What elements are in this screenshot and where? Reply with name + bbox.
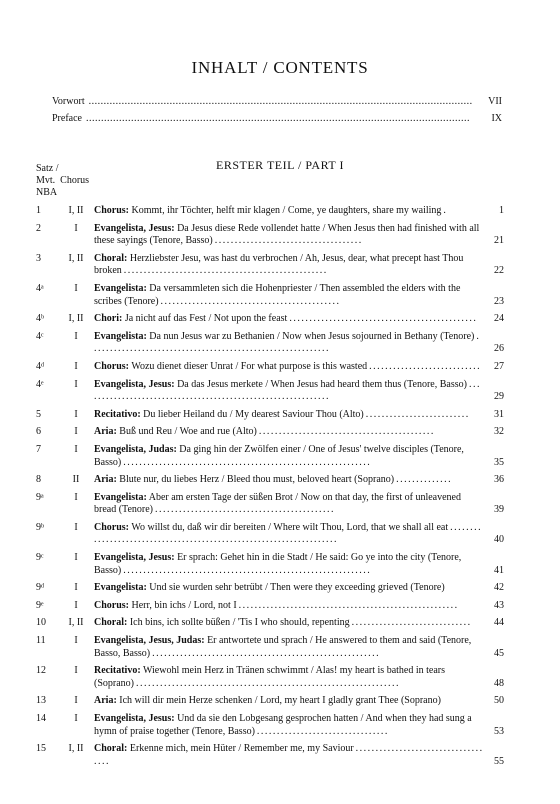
entry-title [94, 313, 482, 326]
leader-dots: . . . . . . . . . . . . . . . . . . . . . . . . . . . . . . . . . . . . . . . . . . . . . . . . . . . . . . . . . . . . . . . . . . . . . [94, 521, 481, 546]
entry-text: Herr, bin ichs / Lord, not I [129, 599, 237, 611]
movement-number: 13 [36, 695, 46, 707]
contents-entry[interactable] [36, 379, 506, 404]
contents-entry[interactable] [36, 695, 506, 708]
movement-number: 4ᵃ [36, 282, 44, 294]
page-number: 31 [494, 408, 504, 420]
page-number: 40 [494, 534, 504, 546]
chorus-number: I [74, 582, 78, 594]
movement-number: 9ᶜ [36, 552, 44, 564]
entry-heading: Choral: [94, 252, 128, 264]
page-number: 41 [494, 564, 504, 576]
chorus-number: I, II [68, 205, 84, 216]
page-title: INHALT / CONTENTS [191, 58, 369, 77]
contents-entry[interactable] [36, 331, 506, 356]
page-number: 27 [494, 360, 504, 372]
entry-heading: Evangelista, Jesus: [94, 552, 175, 564]
page-number: 24 [494, 313, 504, 325]
page-number: 55 [494, 755, 504, 767]
entry-title [94, 379, 482, 404]
movement-number: 4ᵇ [36, 313, 45, 325]
contents-entry[interactable] [36, 223, 506, 248]
leader-dots: . . . . . . . . . . . . . . . . . . . . . . . . . . . . . . . . . . . . . . . . . . . . . . . . . . . . . . . . . [150, 647, 379, 659]
leader-dots: . . . . . . . . . . . . . . . . . . . . . . . . . . . . . . . . . . . . . . . . . . . . . . . . . . . . . . . . . . . . . . [121, 564, 370, 576]
entry-heading: Evangelista, Judas: [94, 443, 177, 455]
entry-text: Blute nur, du liebes Herz / Bleed thou must, beloved heart (Soprano) [116, 474, 395, 486]
page-number: 42 [494, 582, 504, 594]
entry-title [94, 713, 482, 738]
chorus-number: I, II [68, 252, 84, 264]
contents-entry[interactable] [36, 492, 506, 517]
entry-title [94, 582, 482, 595]
front-matter-label: Preface [52, 113, 82, 124]
entry-title [94, 617, 482, 630]
entry-text: Da das Jesus merkete / When Jesus had heard them thus (Tenore, Basso) [174, 378, 467, 390]
leader-dots: . . . . . . . . . . . . . . . . . . . . . . . . . . . . . . . . . . . . . . . . . . . . . [158, 295, 339, 307]
contents-entry[interactable] [36, 283, 506, 308]
leader-dots: . . . . . . . . . . . . . . . . . . . . . . . . . . . . . . [349, 617, 470, 629]
front-matter-page: IX [491, 113, 502, 124]
entry-text: Erkenne mich, mein Hüter / Remember me, my Saviour [127, 743, 354, 755]
chorus-number: I [74, 222, 78, 234]
movement-number: 9ᵃ [36, 491, 44, 503]
page-number: 23 [494, 295, 504, 307]
header-line: NBA [36, 187, 58, 198]
movement-number: 4ᵈ [36, 360, 45, 372]
entry-text: Kommt, ihr Töchter, helft mir klagen / Come, ye daughters, share my wailing [129, 205, 442, 216]
leader-dots [89, 96, 474, 107]
entry-heading: Chorus: [94, 205, 130, 216]
entry-title [94, 331, 482, 356]
page-number: 21 [494, 235, 504, 247]
front-matter-label: Vorwort [52, 96, 85, 107]
entry-title [94, 205, 482, 218]
movement-number: 12 [36, 665, 46, 677]
entry-heading: Choral: [94, 743, 128, 755]
entry-title [94, 253, 482, 278]
chorus-number: I [74, 695, 78, 707]
leader-dots: . . . . . . . . . . . . . . [394, 474, 451, 486]
entry-heading: Evangelista: [94, 582, 147, 594]
movement-number: 10 [36, 617, 46, 629]
entry-text: Ich will dir mein Herze schenken / Lord, my heart I gladly grant Thee (Soprano) [116, 695, 441, 707]
leader-dots: . . . . . . . . . . . . . . . . . . . . . . . . . . [363, 408, 468, 420]
chorus-number: I [74, 599, 78, 611]
chorus-number: I [74, 665, 78, 677]
chorus-number: I [74, 552, 78, 564]
movement-number: 15 [36, 743, 46, 755]
header-line: Mvt. Chorus [36, 175, 90, 186]
leader-dots: . . . . . . . . . . . . . . . . . . . . . . . . . . . . . . . . . . . . . . . . . . . . . . . . . . . . . . . . . . . . [94, 330, 479, 355]
entry-title [94, 522, 482, 547]
contents-list [36, 205, 506, 773]
entry-title [94, 695, 482, 708]
entry-text: Ja nicht auf das Fest / Not upon the feast [122, 313, 288, 325]
page-number: 45 [494, 647, 504, 659]
movement-number: 7 [36, 443, 41, 455]
leader-dots: . . . . . . . . . . . . . . . . . . . . . . . . . . . . . . . . . . . . . . . . . . . . . . . . . . . . . . . . . . . . . . [121, 456, 370, 468]
entry-text: Wiewohl mein Herz in Tränen schwimmt / Alas! my heart is bathed in tears (Soprano) [94, 665, 446, 689]
chorus-number: I [74, 282, 78, 294]
entry-title [94, 635, 482, 660]
entry-text: Und sie wurden sehr betrübt / Then were they exceeding grieved (Tenore) [146, 582, 445, 594]
entry-title [94, 600, 482, 613]
movement-number: 6 [36, 426, 41, 438]
entry-title [94, 409, 482, 422]
contents-entry[interactable] [36, 361, 506, 374]
entry-text: Da nun Jesus war zu Bethanien / Now when Jesus sojourned in Bethany (Tenore) [146, 330, 475, 342]
page-number: 26 [494, 343, 504, 355]
leader-dots: . . . . . . . . . . . . . . . . . . . . . . . . . . . . . . . . . . . . . . . . . . . . . . . . . . . . . . . [236, 599, 457, 611]
header-line: Satz / [36, 163, 59, 174]
entry-text: Ich bins, ich sollte büßen / 'Tis I who should, repenting [127, 617, 350, 629]
entry-heading: Aria: [94, 426, 117, 438]
chorus-number: I [74, 635, 78, 647]
movement-number: 14 [36, 713, 46, 724]
chorus-number: I [74, 713, 78, 724]
chorus-number: I [74, 491, 78, 503]
entry-heading: Chori: [94, 313, 123, 325]
chorus-number: I, II [68, 313, 84, 325]
leader-dots: . . . . . . . . . . . . . . . . . . . . . . . . . . . . . . . . . . . . . . . . . . . . . . . [287, 313, 476, 325]
entry-heading: Evangelista: [94, 330, 147, 342]
entry-text: Wo willst du, daß wir dir bereiten / Where wilt Thou, Lord, that we shall all eat [129, 521, 449, 533]
page-number: 50 [494, 695, 504, 707]
page-number: 43 [494, 599, 504, 611]
contents-entry[interactable] [36, 444, 506, 469]
entry-text: Er sprach: Gehet hin in die Stadt / He said: Go ye into the city (Tenore, Basso) [94, 552, 462, 576]
leader-dots: . . . . . . . . . . . . . . . . . . . . . . . . . . . . . . . . . . . . . . . . . . . . . . . . . . . . . . . . . . . . . . [94, 378, 479, 403]
entry-heading: Recitativo: [94, 665, 141, 677]
page-number: 22 [494, 265, 504, 277]
entry-text: Wozu dienet dieser Unrat / For what purpose is this wasted [129, 360, 368, 372]
contents-entry[interactable] [36, 635, 506, 660]
column-header [36, 163, 89, 199]
entry-text: Da Jesus diese Rede vollendet hatte / When Jesus then had finished with all these sayings (Tenore, Basso) [94, 222, 480, 247]
page-number: 1 [499, 205, 504, 216]
chorus-number: I, II [68, 743, 84, 755]
chorus-number: I [74, 360, 78, 372]
entry-text: Und da sie den Lobgesang gesprochen hatten / And when they had sung a hymn of praise together (Tenore, Basso) [94, 713, 472, 737]
contents-entry[interactable] [36, 665, 506, 690]
leader-dots: . . . . . . . . . . . . . . . . . . . . . . . . . . . . [367, 360, 480, 372]
chorus-number: II [72, 474, 80, 486]
entry-title [94, 444, 482, 469]
entry-heading: Evangelista, Jesus, Judas: [94, 635, 205, 647]
contents-entry[interactable] [36, 582, 506, 595]
entry-text: Buß und Reu / Woe and rue (Alto) [116, 426, 257, 438]
chorus-number: I [74, 443, 78, 455]
entry-text: Du lieber Heiland du / My dearest Saviour Thou (Alto) [140, 408, 364, 420]
contents-entry[interactable] [36, 426, 506, 439]
chorus-number: I [74, 378, 78, 390]
movement-number: 1 [36, 205, 41, 216]
chorus-number: I [74, 408, 78, 420]
contents-entry[interactable] [36, 313, 506, 326]
leader-dots: . . . . . . . . . . . . . . . . . . . . . . . . . . . . . . . . . . . . . [212, 235, 361, 247]
entry-title [94, 492, 482, 517]
contents-entry[interactable] [36, 713, 506, 738]
contents-entry[interactable] [36, 253, 506, 278]
page-number: 39 [494, 504, 504, 516]
chorus-number: I, II [68, 617, 84, 629]
front-matter-preface[interactable] [52, 113, 502, 124]
front-matter-page: VII [488, 96, 502, 107]
leader-dots: . . . . . . . . . . . . . . . . . . . . . . . . . . . . . . . . . . . . . . . . . . . . . . . . . . . . . . . . . . . . . . . . . . [134, 677, 398, 689]
contents-entry[interactable] [36, 617, 506, 630]
contents-entry[interactable] [36, 743, 506, 768]
entry-title [94, 474, 482, 487]
movement-number: 9ᵇ [36, 521, 45, 533]
page-number: 29 [494, 391, 504, 403]
contents-entry[interactable] [36, 409, 506, 422]
contents-entry[interactable] [36, 474, 506, 487]
entry-heading: Evangelista, Jesus: [94, 713, 175, 724]
contents-entry[interactable] [36, 600, 506, 613]
entry-title [94, 743, 482, 768]
entry-heading: Aria: [94, 695, 117, 707]
entry-title [94, 665, 482, 690]
entry-text: Er antwortete und sprach / He answered to them and said (Tenore, Basso, Basso) [94, 635, 472, 659]
entry-heading: Choral: [94, 617, 128, 629]
page-number: 48 [494, 677, 504, 689]
movement-number: 5 [36, 408, 41, 420]
leader-dots: . [441, 205, 446, 216]
leader-dots [86, 113, 474, 124]
entry-text: Herzliebster Jesu, was hast du verbrochen / Ah, Jesus, dear, what precept hast Thou broken [94, 252, 464, 277]
entry-title [94, 426, 482, 439]
movement-number: 8 [36, 474, 41, 486]
front-matter-vorwort[interactable] [52, 96, 502, 107]
chorus-number: I [74, 426, 78, 438]
entry-heading: Chorus: [94, 360, 130, 372]
leader-dots: . . . . . . . . . . . . . . . . . . . . . . . . . . . . . . . . . . . . . . . . . . . . . . . . . . . [121, 265, 326, 277]
page-number: 32 [494, 426, 504, 438]
chorus-number: I [74, 521, 78, 533]
movement-number: 4ᶜ [36, 330, 44, 342]
movement-number: 9ᵉ [36, 599, 44, 611]
entry-title [94, 223, 482, 248]
entry-text: Aber am ersten Tage der süßen Brot / Now on that day, the first of unleavened bread (Tenore) [94, 491, 461, 516]
page-number: 53 [494, 725, 504, 737]
movement-number: 9ᵈ [36, 582, 45, 594]
page-number: 44 [494, 617, 504, 629]
movement-number: 3 [36, 252, 41, 264]
contents-entry[interactable] [36, 205, 506, 218]
entry-text: Da versammleten sich die Hohenpriester / Then assembled the elders with the scribes (Tenore) [94, 282, 461, 307]
entry-heading: Evangelista: [94, 282, 147, 294]
entry-text: Da ging hin der Zwölfen einer / One of Jesus' twelve disciples (Tenore, Basso) [94, 443, 464, 468]
entry-heading: Evangelista: [94, 491, 147, 503]
entry-heading: Aria: [94, 474, 117, 486]
movement-number: 4ᵉ [36, 378, 44, 390]
part-heading: ERSTER TEIL / PART I [216, 158, 344, 172]
leader-dots: . . . . . . . . . . . . . . . . . . . . . . . . . . . . . . . . . . . . . . . . . . . . . [152, 504, 333, 516]
entry-heading: Evangelista, Jesus: [94, 222, 175, 234]
leader-dots: . . . . . . . . . . . . . . . . . . . . . . . . . . . . . . . . . . . . [94, 743, 482, 767]
movement-number: 11 [36, 635, 46, 647]
movement-number: 2 [36, 222, 41, 234]
page-number: 36 [494, 474, 504, 486]
entry-title [94, 552, 482, 577]
entry-title [94, 361, 482, 374]
entry-heading: Chorus: [94, 599, 130, 611]
entry-heading: Recitativo: [94, 408, 141, 420]
entry-title [94, 283, 482, 308]
chorus-number: I [74, 330, 78, 342]
leader-dots: . . . . . . . . . . . . . . . . . . . . . . . . . . . . . . . . . . . . . . . . . . . . [256, 426, 433, 438]
contents-entry[interactable] [36, 522, 506, 547]
leader-dots: . . . . . . . . . . . . . . . . . . . . . . . . . . . . . . . . . [254, 725, 387, 737]
page-number: 35 [494, 456, 504, 468]
entry-heading: Chorus: [94, 521, 130, 533]
entry-heading: Evangelista, Jesus: [94, 378, 175, 390]
contents-entry[interactable] [36, 552, 506, 577]
